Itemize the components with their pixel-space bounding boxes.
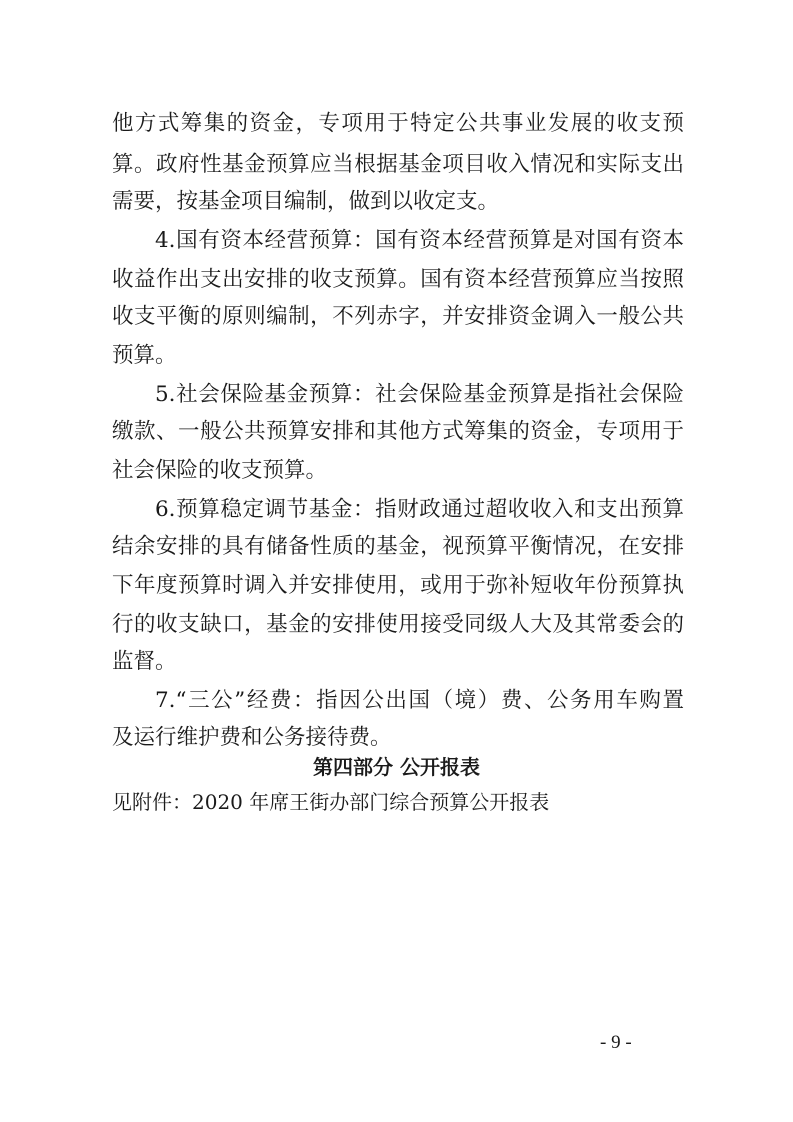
body-line: 他方式筹集的资金，专项用于特定公共事业发展的收支预 — [112, 111, 684, 136]
page-number: - 9 - — [600, 1032, 632, 1053]
annex-reference: 见附件：2020 年席王街办部门综合预算公开报表 — [112, 790, 550, 814]
body-line: 收支平衡的原则编制，不列赤字，并安排资金调入一般公共 — [112, 304, 684, 329]
body-line: 6.预算稳定调节基金：指财政通过超收收入和支出预算 — [155, 497, 684, 522]
body-line: 缴款、一般公共预算安排和其他方式筹集的资金，专项用于 — [112, 419, 684, 444]
body-line: 4.国有资本经营预算：国有资本经营预算是对国有资本 — [155, 228, 684, 253]
body-line: 下年度预算时调入并安排使用，或用于弥补短收年份预算执 — [112, 573, 684, 598]
body-line: 7.“三公”经费：指因公出国（境）费、公务用车购置 — [155, 688, 684, 713]
section-heading: 第四部分 公开报表 — [313, 755, 480, 779]
body-line: 5.社会保险基金预算：社会保险基金预算是指社会保险 — [155, 382, 684, 407]
body-line: 预算。 — [112, 343, 177, 368]
body-line: 收益作出支出安排的收支预算。国有资本经营预算应当按照 — [112, 267, 684, 292]
body-line: 结余安排的具有储备性质的基金，视预算平衡情况，在安排 — [112, 534, 684, 559]
body-line: 及运行维护费和公务接待费。 — [112, 725, 392, 750]
body-line: 算。政府性基金预算应当根据基金项目收入情况和实际支出 — [112, 152, 684, 177]
body-line: 监督。 — [112, 649, 177, 674]
body-line: 社会保险的收支预算。 — [112, 458, 328, 483]
body-line: 行的收支缺口，基金的安排使用接受同级人大及其常委会的 — [112, 612, 684, 637]
body-line: 需要，按基金项目编制，做到以收定支。 — [112, 189, 500, 214]
